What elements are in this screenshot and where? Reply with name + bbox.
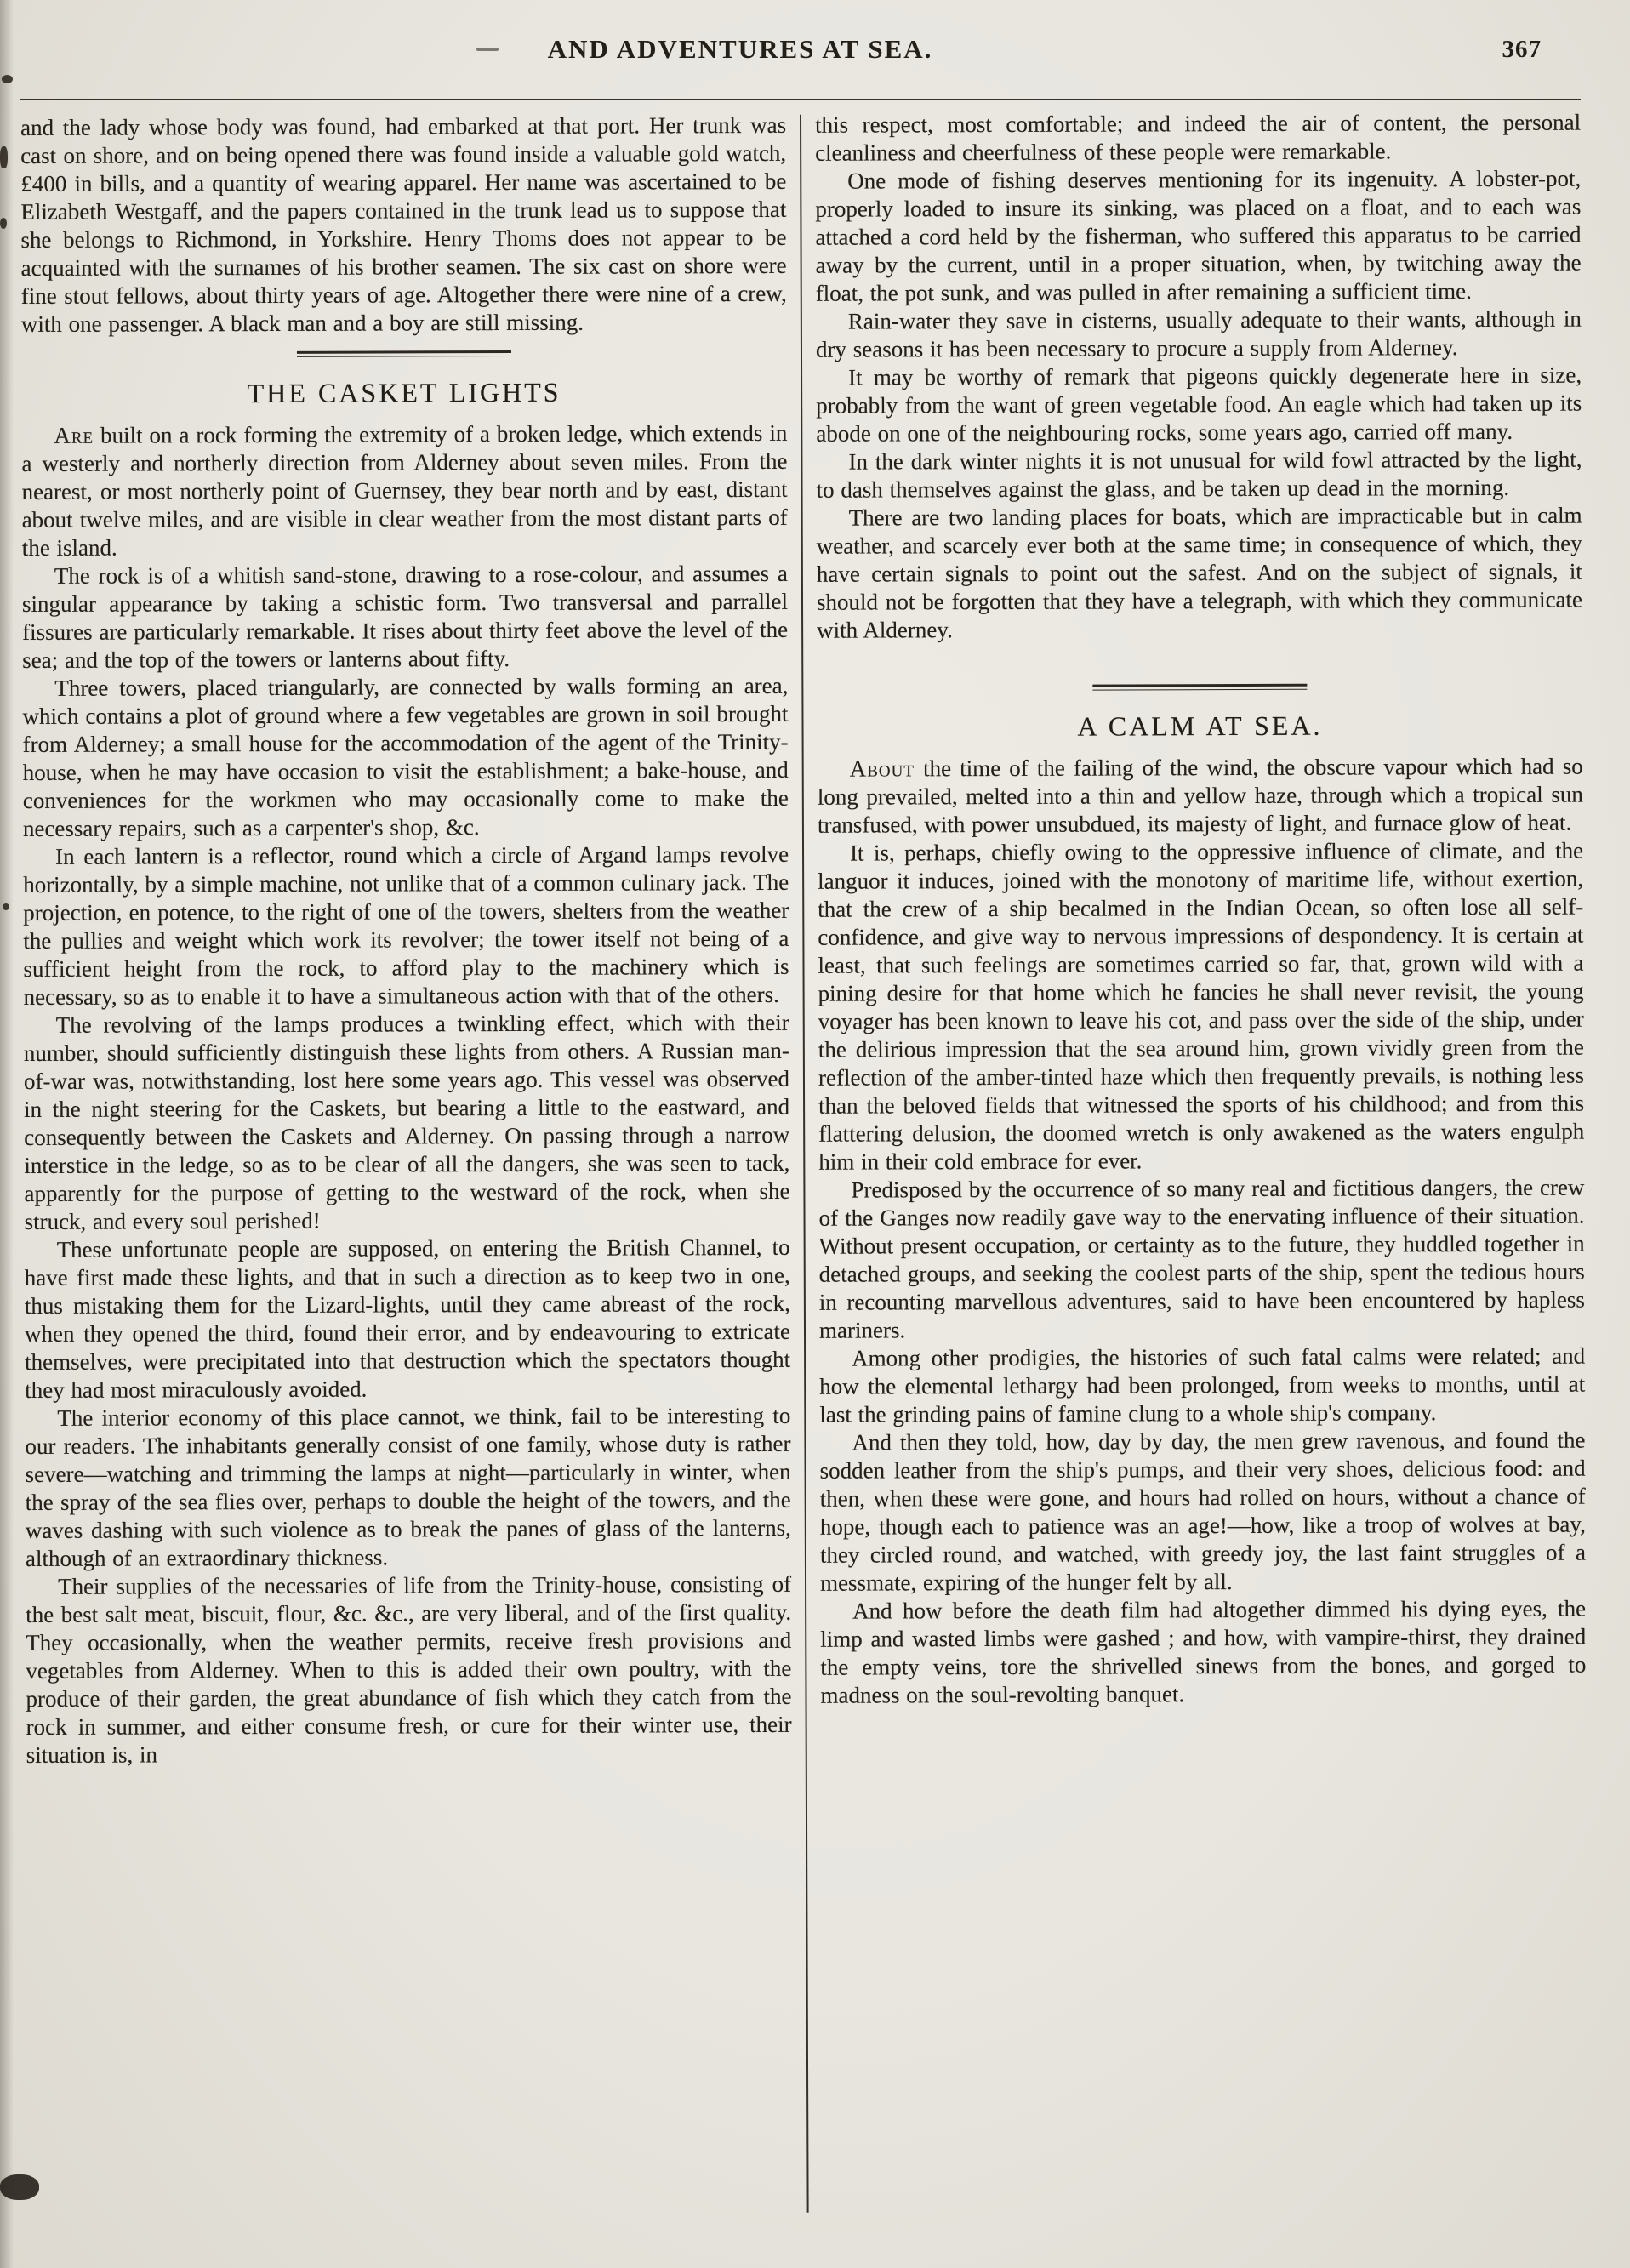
column-divider-rule (800, 115, 809, 2213)
paragraph: One mode of fishing deserves mentioning for its ingenuity. A lobster-pot, properly loaded to insure its sinking, was placed on a float, and to each was attached a cord held by the fisherman, who suffered this apparatus to be carried away by the current, until in a proper situation, when, by twitching away the float, the pot sunk, and was pulled in after remaining a sufficient time. (815, 165, 1582, 306)
text-columns (20, 109, 1588, 2249)
paragraph: The rock is of a whitish sand-stone, drawing to a rose-colour, and assumes a singular appearance by taking a schistic form. Two transversal and parrallel fissures are particularly remarkable. It rises about thirty feet above the level of the sea; and the top of the towers or lanterns about fifty. (21, 560, 789, 673)
running-title: AND ADVENTURES AT SEA. (547, 34, 933, 64)
paragraph: Three towers, placed triangularly, are connected by walls forming an area, which contains a plot of ground where a few vegetables are grown in soil brought from Alderney; a small house for the accommodation of the agent of the Trinity-house, when he may have occasion to visit the establishment; a bake-house, and conveniences for the workmen who may occasionally come to make the necessary repairs, such as a carpenter's shop, &c. (22, 672, 789, 841)
continued-paragraph: and the lady whose body was found, had embarked at that port. Her trunk was cast on shore, and on being opened there was found inside a valuable gold watch, £400 in bills, and a quantity of wearing apparel. Her name was ascertained to be Elizabeth Westgaff, and the papers contained in the trunk lead us to suppose that she belongs to Richmond, in Yorkshire. Henry Thoms does not appear to be acquainted with the surnames of his brother seamen. The six cast on shore were fine stout fellows, about thirty years of age. Altogether there were nine of a crew, with one passenger. A black man and a boy are still missing. (20, 111, 787, 337)
paragraph: Rain-water they save in cisterns, usually adequate to their wants, although in dry seasons it has been necessary to procure a supply from Alderney. (815, 305, 1582, 362)
paragraph: Their supplies of the necessaries of life from the Trinity-house, consisting of the best salt meat, biscuit, flour, &c. &c., are very liberal, and of the first quality. They occasionally, when the weather permits, receive fresh provisions and vegetables from Alderney. When to this is added their own poultry, with the produce of their garden, the great abundance of fish which they catch from the rock in summer, and either consume fresh, or cure for their winter use, their situation is, in (26, 1570, 792, 1768)
binding-edge-shadow (0, 0, 14, 2268)
paragraph: In the dark winter nights it is not unusual for wild fowl attracted by the light, to dash themselves against the glass, and be taken up dead in the morning. (816, 446, 1582, 503)
left-column (20, 111, 794, 2249)
scan-artifact (0, 218, 7, 229)
paragraph-text: built on a rock forming the extremity of a broken ledge, which extends in a westerly and northerly direction from Alderney about seven miles. From the nearest, or most northerly point of Guernsey, they bear north and by east, distant about twelve miles, and are visible in clear weather from the most distant parts of the island. (21, 419, 788, 561)
scan-artifact (2, 75, 13, 83)
paragraph: It may be worthy of remark that pigeons quickly degenerate here in size, probably from the want of green vegetable food. An eagle which had taken up its abode on one of the neighbouring rocks, some years ago, carried off many. (816, 362, 1582, 447)
article-title-a-calm-at-sea: A CALM AT SEA. (1077, 709, 1323, 742)
article-title-casket-lights: THE CASKET LIGHTS (247, 376, 561, 409)
paragraph: It is, perhaps, chiefly owing to the oppressive influence of climate, and the languor it induces, joined with the monotony of maritime life, without exertion, that the crew of a ship becalmed in the Indian Ocean, so often lose all self-confidence, and give way to nervous impressions of despondency. It is certain at least, that such feelings are sometimes carried so far, that, grown wild with a pining desire for that home which he fancies he shall never revisit, the young voyager has been known to leave his cot, and pass over the side of the ship, under the delirious impression that the sea around him, grown vividly green from the reflection of the amber-tinted haze which then frequently prevails, is nothing less than the beloved fields that witnessed the sports of his childhood; and from this flattering delusion, the doomed wretch is only awakened as the waters engulph him in their cold embrace for ever. (818, 837, 1585, 1175)
scan-artifact (0, 146, 8, 168)
page-number: 367 (1502, 36, 1542, 63)
paragraph: The revolving of the lamps produces a twinkling effect, which with their number, should sufficiently distinguish these lights from others. A Russian man-of-war was, notwithstanding, lost here some years ago. This vessel was observed in the night steering for the Caskets, but bearing a little to the eastward, and consequently between the Caskets and Alderney. On passing through a narrow interstice in the ledge, so as to be clear of all the dangers, she was seen to tack, apparently for the purpose of getting to the westward of the rock, when she struck, and every soul perished! (23, 1009, 790, 1234)
paragraph: The interior economy of this place cannot, we think, fail to be interesting to our readers. The inhabitants generally consist of one family, whose duty is rather severe—watching and trimming the lamps at night—particularly in winter, when the spray of the sea flies over, perhaps to double the height of the towers, and the waves dashing with such violence as to break the panes of glass of the lanterns, although of an extraordinary thickness. (25, 1402, 791, 1571)
paragraph-text: the time of the failing of the wind, the obscure vapour which had so long prevailed, melted into a thin and yellow haze, through which a tropical sun transfused, with power unsubdued, its majesty of light, and furnace glow of heat. (817, 753, 1583, 838)
scan-artifact (3, 903, 9, 910)
header-rule (20, 99, 1581, 100)
paragraph: And how before the death film had altogether dimmed his dying eyes, the limp and wasted limbs were gashed ; and how, with vampire-thirst, they drained the empty veins, tore the shrivelled sinews from the bones, and gorged to madness on the soul-revolting banquet. (820, 1595, 1587, 1708)
paragraph: There are two landing places for boats, which are impracticable but in calm weather, and scarcely ever both at the same time; in consequence of which, they have certain signals to point out the safest. And on the subject of signals, it should not be forgotten that they have a telegraph, with which they communicate with Alderney. (816, 502, 1583, 643)
continued-paragraph: this respect, most comfortable; and indeed the air of content, the personal cleanliness and cheerfulness of these people were remarkable. (814, 109, 1582, 166)
paragraph: And then they told, how, day by day, the men grew ravenous, and found the sodden leather from the ship's pumps, and their very shoes, delicious food: and then, when these were gone, and hours had rolled on hours, without a chance of hope, though each to patience was an age!—how, like a troop of wolves at bay, they circled round, and watched, with greedy joy, the last faint struggles of a messmate, expiring of the hunger felt by all. (819, 1427, 1586, 1596)
section-divider (1092, 684, 1307, 691)
right-column (815, 109, 1588, 2247)
paragraph: Predisposed by the occurrence of so many real and fictitious dangers, the crew of the Ganges now readily gave way to the enervating influence of their situation. Without present occupation, or certainty as to the future, they huddled together in detached groups, and seeking the coolest parts of the ship, spent the tedious hours in recounting marvellous adventures, said to have been encountered by hapless mariners. (818, 1174, 1585, 1343)
paragraph (818, 753, 1583, 840)
section-divider (297, 350, 511, 357)
paragraph: Among other prodigies, the histories of such fatal calms were related; and how the elemental lethargy had been prolonged, from weeks to months, until at last the grinding pains of famine clung to a whole ship's company. (819, 1342, 1586, 1427)
paragraph: In each lantern is a reflector, round which a circle of Argand lamps revolve horizontally, by a simple machine, not unlike that of a common culinary jack. The projection, en potence, to the right of one of the towers, shelters from the weather the pullies and weight which work its revolver; the tower itself not being of a sufficient height from the rock, to afford play to the machinery which is necessary, so as to enable it to have a simultaneous action with that of the others. (23, 841, 789, 1010)
paragraph (21, 419, 788, 562)
paragraph: These unfortunate people are supposed, on entering the British Channel, to have first made these lights, and that in such a direction as to keep two in one, thus mistaking them for the Lizard-lights, until they came abreast of the rock, when they opened the third, found their error, and by endeavouring to extricate themselves, were precipitated into that destruction which the spectators thought they had most miraculously avoided. (24, 1234, 791, 1403)
opening-word: Are (54, 422, 94, 448)
opening-word: About (849, 755, 915, 782)
page-header (0, 34, 1630, 73)
